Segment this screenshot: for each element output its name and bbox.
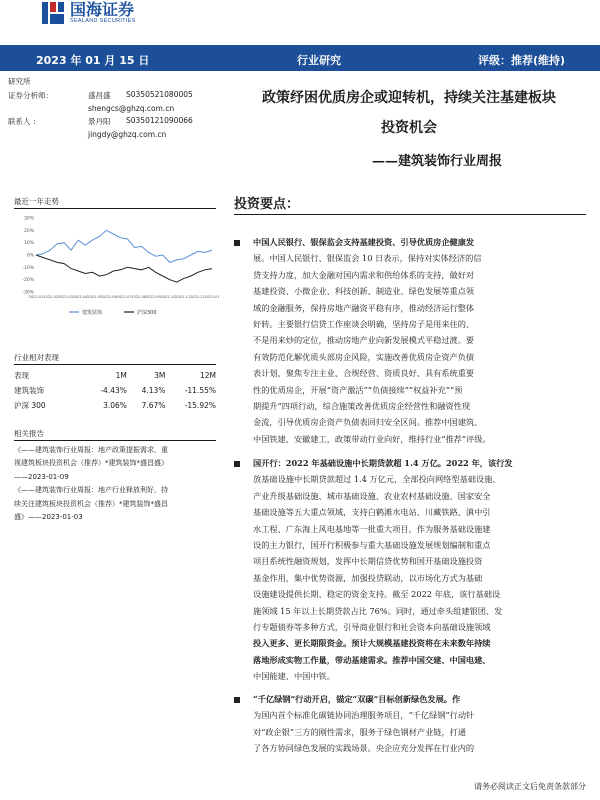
x-tick-label: 2023-01 <box>204 295 220 299</box>
legend-label: 沪深300 <box>137 309 157 316</box>
analyst-cert: S0350521080005 <box>126 90 193 99</box>
paragraph-line: 基金作用，集中优势资源，加强投贷联动，以市场化方式为基础 <box>253 572 483 583</box>
report-title-line2: 投资机会 <box>381 120 437 136</box>
related-report-line[interactable]: 视建筑板块投资机会（推荐）*建筑装饰*盛昌盛》 <box>14 459 168 468</box>
trend-label: 最近一年走势 <box>14 197 59 206</box>
paragraph-line: 中国人民银行、银保监会支持基建投资、引导优质房企健康发 <box>253 237 475 247</box>
x-tick-label: 2022-10 <box>160 295 176 299</box>
paragraph-line: 设施建设提供长期、稳定的资金支持。截至 2022 年底，该行基础设 <box>253 589 501 600</box>
x-tick-label: 2022-12 <box>189 295 205 299</box>
x-tick-label: 2022-02 <box>43 295 59 299</box>
paragraph-line: 施领域 15 年以上长期贷款占比 76%。同时，通过牵头组建银团、发 <box>253 605 503 616</box>
key-point-paragraph-2 <box>253 455 573 685</box>
y-tick-label: 10% <box>23 241 34 247</box>
series-line <box>36 255 212 282</box>
report-title-line1: 政策纾困优质房企或迎转机，持续关注基建板块 <box>262 90 556 106</box>
paragraph-line: 落地形成实物工作量，带动基建需求。推荐中国交建、中国电建、 <box>253 654 491 665</box>
table-cell: 4.13% <box>141 386 166 395</box>
related-report-line[interactable]: 续关注建筑板块投资机会（推荐）*建筑装饰*盛昌 <box>14 499 168 508</box>
paragraph-line: “千亿绿钢”行动开启，锚定“双碳”目标创新绿色发展。作 <box>253 694 461 704</box>
paragraph-line: 了各方协同绿色发展的实践场景。央企应充分发挥在行业内的 <box>253 743 475 754</box>
divider <box>234 214 586 215</box>
x-tick-label: 2022-08 <box>131 295 147 299</box>
report-category: 行业研究 <box>297 54 341 67</box>
divider <box>14 208 216 209</box>
paragraph-line: 水工程、广东海上风电基地等一批重大项目，作为服务基础设施建 <box>253 523 491 534</box>
related-report-line: 盛》——2023-01-03 <box>14 513 83 522</box>
paragraph-line: 性的优质房企，开展“资产激活”“负债接续”“权益补充”“预 <box>253 384 463 395</box>
x-tick-label: 2022-11 <box>175 295 191 299</box>
table-cell: 沪深 300 <box>14 401 46 410</box>
performance-title: 行业相对表现 <box>14 353 59 362</box>
analyst-email[interactable]: shengcs@ghzq.com.cn <box>88 104 175 113</box>
y-tick-label: -30% <box>22 290 34 296</box>
related-report-line[interactable]: 《——建筑装饰行业周报：地产行业释放利好，持 <box>14 486 168 495</box>
table-header: 3M <box>154 371 166 380</box>
brand-name-en: SEALAND SECURITIES <box>70 18 136 24</box>
table-row <box>14 398 216 413</box>
key-point-paragraph-1 <box>253 234 573 447</box>
y-tick-label: 30% <box>23 216 34 222</box>
report-subtitle: ——建筑装饰行业周报 <box>371 154 502 169</box>
analyst-label: 证券分析师： <box>8 91 53 100</box>
x-tick-label: 2022-06 <box>101 295 117 299</box>
paragraph-line: 好转。主要银行信贷工作座谈会明确，坚持房子是用来住的、 <box>253 319 475 330</box>
contact-label: 联系人 ： <box>8 117 41 126</box>
series-line <box>36 230 212 262</box>
paragraph-line: 基建投资、小微企业、科技创新、制造业、绿色发展等重点领 <box>253 286 475 297</box>
brand-name-cn: 国海证券 <box>70 0 135 19</box>
contact-name: 景丹阳 <box>88 117 111 126</box>
rating: 评级：推荐(维持) <box>478 54 566 67</box>
contact-cert: S0350121090066 <box>126 116 193 125</box>
y-tick-label: 20% <box>23 228 34 234</box>
divider <box>14 364 216 365</box>
x-tick-label: 2022-05 <box>87 295 103 299</box>
table-header: 12M <box>199 371 216 380</box>
x-tick-label: 2022-01 <box>28 295 44 299</box>
paragraph-line: 放基础设施中长期贷款超过 1.4 万亿元，全部投向网络型基础设施、 <box>253 474 501 485</box>
bullet-icon <box>234 461 240 467</box>
related-reports-title: 相关报告 <box>14 429 44 438</box>
paragraph-line: 行专题债券等多种方式，引导商业银行和社会资本向基础设施领域 <box>253 622 491 633</box>
key-point-paragraph-3 <box>253 691 573 757</box>
paragraph-line: 项目系统性融资规划，发挥中长期信贷优势和国开基础设施投资 <box>253 556 483 567</box>
divider <box>14 440 216 441</box>
paragraph-line: 投入更多、更长期限资金。预计大规模基建投资将在未来数年持续 <box>253 638 491 649</box>
table-header-row <box>14 368 216 383</box>
paragraph-line: 产业升级基础设施、城市基础设施、农业农村基础设施、国家安全 <box>253 490 491 501</box>
legend-label: 建筑装饰 <box>82 309 103 316</box>
y-tick-label: 0% <box>26 253 34 259</box>
table-cell: -11.55% <box>184 386 216 395</box>
paragraph-line: 贷支持力度，加大金融对国内需求和供给体系的支持，做好对 <box>253 269 475 280</box>
x-tick-label: 2022-04 <box>72 295 88 299</box>
paragraph-line: 展。中国人民银行、银保监会 10 日表示，保持对实体经济的信 <box>253 253 482 264</box>
paragraph-line: 国开行：2022 年基础设施中长期贷款超 1.4 万亿。2022 年，该行发 <box>253 458 513 468</box>
y-tick-label: -10% <box>22 265 34 271</box>
paragraph-line: 中国能建、中国中铁。 <box>253 671 335 682</box>
table-cell: 7.67% <box>141 401 166 410</box>
table-header: 表现 <box>14 371 29 380</box>
y-tick-label: -20% <box>22 278 34 284</box>
paragraph-line: 期提升”四项行动，综合施策改善优质房企经营性和融资性现 <box>253 401 471 412</box>
related-reports-list <box>14 444 214 524</box>
key-points-title: 投资要点： <box>234 197 300 212</box>
x-tick-label: 2022-03 <box>57 295 73 299</box>
paragraph-line: 域的金融服务，保持房地产融资平稳有序，推动经济运行整体 <box>253 302 475 313</box>
table-cell: -15.92% <box>184 401 216 410</box>
footer-disclaimer: 请务必阅读正文后免责条款部分 <box>474 782 586 791</box>
x-tick-label: 2022-09 <box>145 295 161 299</box>
related-report-line[interactable]: 《——建筑装饰行业周报：地产政策提振需求，重 <box>14 446 168 454</box>
paragraph-line: 设的主力银行，国开行积极参与重大基础设施发展规划编制和重点 <box>253 540 491 551</box>
analyst-info <box>8 76 193 139</box>
bullet-icon <box>234 240 240 246</box>
table-header: 1M <box>115 371 127 380</box>
contact-email[interactable]: jingdy@ghzq.com.cn <box>88 130 167 139</box>
paragraph-line: 对“政企银”三方的刚性需求，服务于绿色钢材产业链，打通 <box>253 726 467 737</box>
x-tick-label: 2022-07 <box>116 295 132 299</box>
report-date: 2023 年 01 月 15 日 <box>36 54 150 67</box>
paragraph-line: 表计划，聚焦专注主业、合规经营、资质良好、具有系统重要 <box>253 368 475 379</box>
org-label: 研究所 <box>8 77 31 86</box>
logo-mark-icon <box>42 2 64 24</box>
paragraph-line: 有效防范化解优质头部房企风险，实施改善优质房企资产负债 <box>253 351 475 362</box>
brand-logo <box>42 2 136 24</box>
paragraph-line: 基础设施等五大重点领域，支持白鹤滩水电站、川藏铁路、滇中引 <box>253 507 491 518</box>
header-bar <box>0 45 600 71</box>
analyst-name: 盛昌盛 <box>88 91 111 100</box>
paragraph-line: 为国内首个标准化碳链协同治理服务项目，“千亿绿钢”行动针 <box>253 710 475 721</box>
table-row <box>14 383 216 398</box>
related-report-line: ——2023-01-09 <box>14 472 69 481</box>
paragraph-line: 金流，引导优质房企资产负债表回归安全区间。推荐中国建筑、 <box>253 417 483 428</box>
table-cell: 3.06% <box>103 401 127 410</box>
table-cell: 建筑装饰 <box>14 386 44 395</box>
bullet-icon <box>234 697 240 703</box>
table-cell: -4.43% <box>100 386 127 395</box>
performance-table <box>14 368 216 413</box>
paragraph-line: 不是用来炒的定位，推动房地产业向新发展模式平稳过渡。要 <box>253 335 475 346</box>
trend-chart <box>14 212 220 322</box>
paragraph-line: 中国铁建、安徽建工，政策带动行业向好，维持行业“推荐”评级。 <box>253 433 491 444</box>
